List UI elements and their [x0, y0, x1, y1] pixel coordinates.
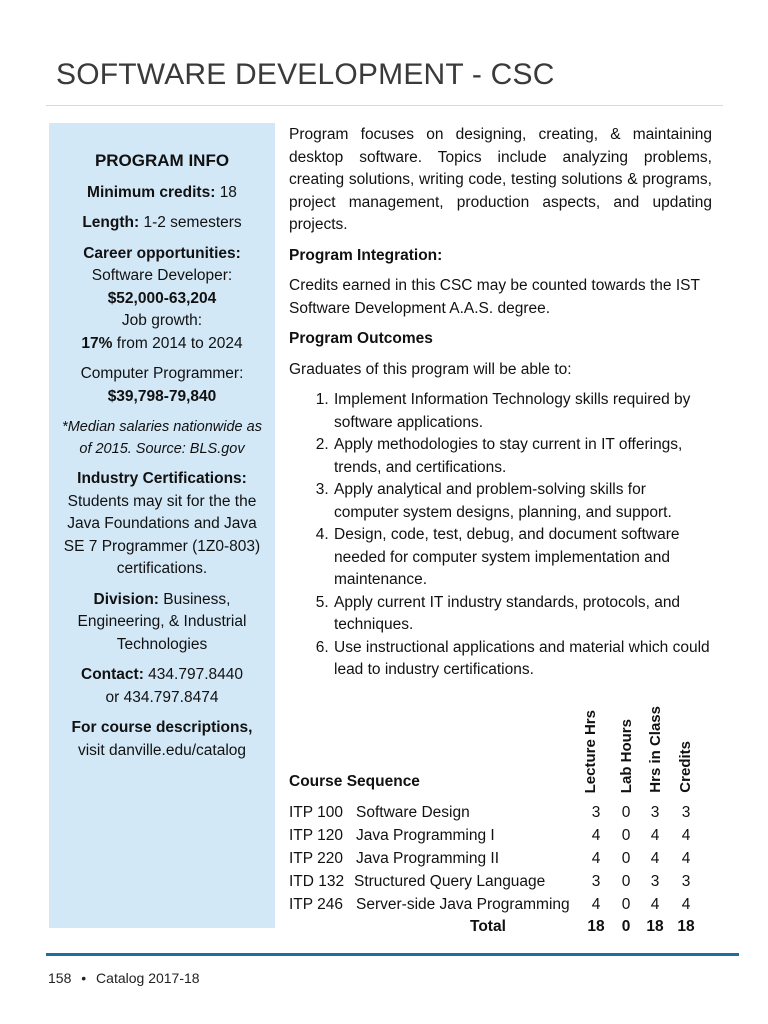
course-descriptions-label: For course descriptions, [71, 719, 253, 736]
lab-hours: 0 [621, 827, 631, 844]
job-growth-label: Job growth: [121, 312, 203, 329]
program-outcomes-heading: Program Outcomes [289, 330, 433, 347]
contact [57, 664, 267, 709]
footer-separator: • [81, 970, 87, 986]
course-code: ITP 120 [289, 827, 344, 844]
contact-phone-1: 434.797.8440 [148, 666, 243, 683]
course-name: Structured Query Language [354, 873, 546, 890]
credits: 4 [681, 850, 691, 867]
program-integration-text: Credits earned in this CSC may be counted towards the IST Software Development A.A.S. degree. [289, 277, 700, 317]
lecture-hrs: 3 [591, 804, 601, 821]
total-hrs-in-class: 18 [646, 918, 664, 935]
salary-note: *Median salaries nationwide as of 2015. Source: BLS.gov [62, 419, 262, 457]
course-name: Software Design [356, 804, 470, 821]
course-sequence-label: Course Sequence [289, 773, 420, 790]
table-row [289, 850, 709, 873]
lab-hours: 0 [621, 873, 631, 890]
col-header-credits: Credits [677, 741, 694, 793]
page-number: 158 [48, 970, 72, 986]
credits: 4 [681, 827, 691, 844]
industry-certifications-text: Students may sit for the the Java Foundations and Java SE 7 Programmer (1Z0-803) certifications. [63, 492, 261, 577]
outcome-item: 6. Use instructional applications and material which could lead to industry certifications. [333, 637, 712, 682]
course-name: Server-side Java Programming [356, 896, 570, 913]
program-description [289, 124, 712, 682]
catalog-label: Catalog 2017-18 [96, 970, 200, 986]
industry-certifications-label: Industry Certifications: [77, 470, 247, 487]
industry-certifications [57, 468, 267, 581]
minimum-credits-label: Minimum credits: [87, 183, 216, 201]
page-footer [48, 970, 200, 986]
job2-title: Computer Programmer: [80, 365, 244, 382]
footer-divider [46, 953, 739, 956]
division [57, 589, 267, 657]
course-descriptions-link: visit danville.edu/catalog [77, 741, 247, 759]
table-total-row [289, 918, 709, 941]
course-code: ITD 132 [289, 873, 345, 890]
course-code: ITP 100 [289, 804, 344, 821]
lecture-hrs: 3 [591, 873, 601, 890]
course-code: ITP 220 [289, 850, 344, 867]
course-descriptions [57, 717, 267, 762]
table-row [289, 896, 709, 919]
table-row [289, 873, 709, 896]
col-header-lecture-hrs: Lecture Hrs [582, 709, 599, 793]
job-growth-percent: 17% [81, 334, 113, 352]
program-length-label: Length: [82, 214, 140, 231]
lecture-hrs: 4 [591, 850, 601, 867]
program-integration-heading: Program Integration: [289, 246, 443, 264]
lecture-hrs: 4 [591, 896, 601, 913]
hrs-in-class: 3 [650, 804, 660, 821]
total-lecture-hrs: 18 [587, 918, 605, 935]
total-credits: 18 [677, 918, 695, 935]
program-intro: Program focuses on designing, creating, & maintaining desktop software. Topics include analyzing problems, creating solutions, writing code, testing solutions & programs, project management, production aspects, and updating projects. [289, 126, 712, 233]
table-row [289, 827, 709, 850]
col-header-lab-hours: Lab Hours [618, 718, 635, 793]
program-info-sidebar [49, 123, 275, 928]
job-growth-period: from 2014 to 2024 [116, 334, 243, 352]
table-row [289, 804, 709, 827]
program-outcomes-intro: Graduates of this program will be able to: [289, 360, 572, 378]
lab-hours: 0 [621, 896, 631, 913]
hrs-in-class: 4 [650, 850, 660, 867]
lecture-hrs: 4 [591, 827, 601, 844]
division-label: Division: [93, 590, 159, 608]
outcome-item: 1. Implement Information Technology skills required by software applications. [333, 389, 712, 434]
col-header-hrs-in-class: Hrs in Class [647, 706, 664, 793]
course-name: Java Programming II [356, 850, 499, 867]
job2-salary: $39,798-79,840 [107, 387, 217, 405]
hrs-in-class: 4 [650, 827, 660, 844]
hrs-in-class: 4 [650, 896, 660, 913]
total-lab-hours: 0 [621, 918, 631, 935]
program-length [57, 212, 267, 235]
credits: 3 [681, 804, 691, 821]
contact-or: or [105, 688, 120, 706]
job2 [57, 363, 267, 408]
contact-label: Contact: [81, 666, 144, 683]
job1-title: Software Developer: [91, 267, 233, 284]
course-name: Java Programming I [356, 827, 495, 844]
program-info-heading: PROGRAM INFO [94, 151, 230, 170]
career-opportunities [57, 243, 267, 356]
outcome-item: 5. Apply current IT industry standards, protocols, and techniques. [333, 592, 712, 637]
contact-phone-2: 434.797.8474 [123, 688, 219, 706]
division-text: Business, Engineering, & Industrial Technologies [77, 590, 247, 653]
outcome-item: 3. Apply analytical and problem-solving skills for computer system designs, planning, and support. [333, 479, 712, 524]
title-divider [46, 105, 723, 106]
total-label: Total [470, 918, 506, 935]
credits: 4 [681, 896, 691, 913]
minimum-credits-value: 18 [219, 183, 237, 201]
minimum-credits [57, 182, 267, 205]
hrs-in-class: 3 [650, 873, 660, 890]
outcome-item: 2. Apply methodologies to stay current in IT offerings, trends, and certifications. [333, 434, 712, 479]
lab-hours: 0 [621, 804, 631, 821]
outcome-item: 4. Design, code, test, debug, and document software needed for computer system implementation and maintenance. [333, 524, 712, 592]
lab-hours: 0 [621, 850, 631, 867]
outcomes-list [289, 389, 712, 682]
course-sequence-table [289, 696, 709, 941]
course-code: ITP 246 [289, 896, 344, 913]
page-title: SOFTWARE DEVELOPMENT - CSC [56, 58, 555, 91]
credits: 3 [681, 873, 691, 890]
program-length-value: 1-2 semesters [143, 214, 242, 231]
career-opportunities-label: Career opportunities: [83, 244, 241, 262]
job1-salary: $52,000-63,204 [107, 289, 217, 307]
